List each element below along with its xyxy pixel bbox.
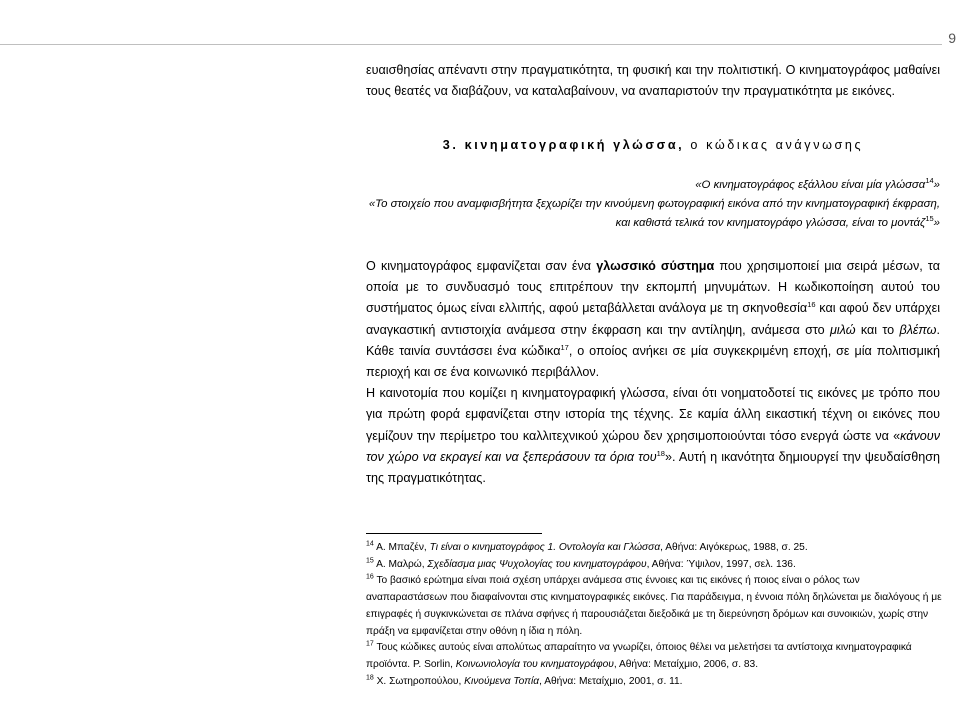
footnote-number: 16 [366, 574, 374, 582]
p2-text-b: ». Αυτή η ικανότητα δημιουργεί την ψευδαίσθηση της πραγματικότητας. [366, 449, 940, 486]
top-paragraph-text: ευαισθησίας απέναντι στην πραγματικότητα, τη φυσική και την πολιτιστική. Ο κινηματογράφος μαθαίνει τους θεατές να διαβάζουν, να καταλαβαίνουν, να αναπαριστούν την πραγματικότητα με εικόνες. [366, 63, 940, 99]
footnote-title: Κινούμενα Τοπία [464, 675, 540, 687]
main-paragraph-1 [366, 256, 940, 383]
footnote-text: , Αθήνα: Μεταίχμιο, 2006, σ. 83. [613, 658, 759, 670]
footnote-text: Α. Μαλρώ, [373, 558, 428, 570]
section-number: 3. [442, 138, 459, 152]
quote-2-text: «Το στοιχείο που αναμφισβήτητα ξεχωρίζει την κινούμενη φωτογραφική εικόνα από την κινηματογραφική έκφραση, και καθιστά τελικά τον κινηματογράφο γλώσσα, είναι το μοντάζ [368, 198, 940, 229]
footnote-ref-16: 16 [807, 300, 816, 310]
quote-1-text: «Ο κινηματογράφος εξάλλου είναι μία γλώσσα [695, 179, 926, 191]
footnote-number: 17 [366, 640, 374, 648]
top-paragraph [366, 60, 940, 102]
p1-bold-term: γλωσσικό σύστημα [596, 259, 715, 273]
quote-2-close: » [933, 217, 940, 229]
footnote-14 [366, 540, 942, 557]
footnote-ref-14: 14 [925, 176, 934, 186]
footnote-number: 15 [366, 557, 374, 565]
p1-text-a: Ο κινηματογράφος εμφανίζεται σαν ένα [366, 259, 597, 273]
footnote-text: Το βασικό ερώτημα είναι ποιά σχέση υπάρχει ανάμεσα στις έννοιες και τις εικόνες ή ποιος είναι ο ρόλος των αναπαραστάσεων που διαφαίνονται στις κινηματογραφικές εικόνες. Για παράδειγμα, η έννοια πόλη δηλώνεται με διαλόγους ή με επιγραφές ή συγκινκώνεται σε πλάνα σφήνες ή παρουσιάζεται διεξοδικά με τη διερεύνηση δρόμων και συνοικιών, χωρίς στην πράξη να εμφανίζεται στην οθόνη η ίδια η πόλη. [366, 575, 942, 637]
footnote-rule [366, 533, 542, 534]
header-rule [0, 44, 942, 45]
footnote-16 [366, 573, 942, 640]
footnote-text: Α. Μπαζέν, [373, 542, 430, 553]
footnote-text: , Αθήνα: Αιγόκερως, 1988, σ. 25. [660, 542, 808, 553]
p1-text-f: , ο οποίος ανήκει σε μία συγκεκριμένη εποχή, σε μία πολιτισμική περιοχή και σε ένα κοινωνικό περιβάλλον. [366, 343, 940, 380]
footnote-15 [366, 557, 942, 574]
footnote-text: , Αθήνα: Μεταίχμιο, 2001, σ. 11. [539, 675, 683, 687]
section-title-rest: ο κώδικας ανάγνωσης [690, 138, 864, 152]
epigraph-quotes [366, 176, 940, 233]
footnote-text: Τους κώδικες αυτούς είναι απολύτως απαραίτητο να γνωρίζει, όποιος θέλει να μελετήσει τα αντίστοιχα κινηματογραφικά προϊόντα. P. Sorlin, [366, 642, 912, 670]
p2-text-a: Η καινοτομία που κομίζει η κινηματογραφική γλώσσα, είναι ότι νοηματοδοτεί τις εικόνες με τρόπο που για πρώτη φορά εμφανίζεται στην ιστορία της τέχνης. Σε καμία άλλη εικαστική τέχνη οι εικόνες που γεμίζουν την περίμετρο του καλλιτεχνικού χώρου δεν χρησιμοποιούνται τόσο ενεργά ώστε να « [366, 386, 940, 443]
footnote-17 [366, 640, 942, 673]
main-paragraph-2 [366, 383, 940, 489]
p1-text-d: και το [855, 322, 900, 337]
p1-italic-1: μιλώ [829, 322, 856, 337]
main-text [366, 256, 940, 489]
footnote-number: 18 [366, 674, 374, 682]
p1-text-e: . Κάθε ταινία συντάσσει ένα κώδικα [366, 322, 940, 358]
footnote-18 [366, 674, 942, 691]
page-number: 9 [948, 30, 956, 46]
footnotes [366, 540, 942, 690]
footnote-ref-17: 17 [560, 342, 569, 352]
p1-text-c: και αφού δεν υπάρχει αναγκαστική αντιστοιχία ανάμεσα στην έκφραση και την αντίληψη, ανάμεσα στο [366, 301, 940, 337]
quote-1-close: » [933, 179, 940, 191]
footnote-text: , Αθήνα: Ύψιλον, 1997, σελ. 136. [646, 558, 796, 570]
section-title-bold: κινηματογραφική γλώσσα, [464, 138, 685, 152]
quote-1 [366, 176, 940, 195]
footnote-text: Χ. Σωτηροπούλου, [373, 675, 465, 687]
p1-text-b: που χρησιμοποιεί μια σειρά μέσων, τα οποία με το συνδυασμό τους επιτρέπουν την εκπομπή μηνυμάτων. Η κωδικοποίηση αυτού του συστήματος όμως είναι ελλιπής, αφού μεταβάλλεται ανάλογα με τη σκηνοθεσία [366, 259, 940, 316]
footnote-title: Τι είναι ο κινηματογράφος 1. Οντολογία και Γλώσσα [429, 542, 661, 553]
footnote-number: 14 [366, 540, 374, 548]
quote-2 [366, 195, 940, 233]
p1-italic-2: βλέπω [899, 322, 937, 337]
footnote-title: Σχεδίασμα μιας Ψυχολογίας του κινηματογράφου [427, 558, 647, 570]
footnote-title: Κοινωνιολογία του κινηματογράφου [455, 658, 614, 670]
p2-italic: κάνουν τον χώρο να εκραγεί και να ξεπεράσουν τα όρια του [366, 428, 940, 464]
section-heading [366, 138, 940, 152]
footnote-ref-15: 15 [925, 214, 934, 224]
footnote-ref-18: 18 [656, 448, 665, 458]
